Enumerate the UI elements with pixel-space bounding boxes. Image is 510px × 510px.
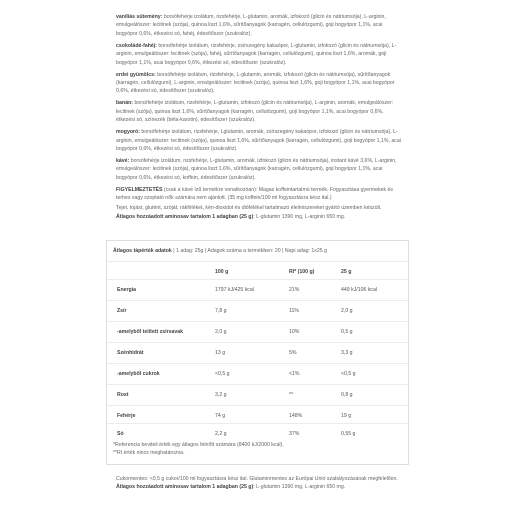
nutrient-name: Szénhidrát — [117, 350, 144, 356]
table-row — [107, 363, 408, 382]
nutrition-header-info: | 1 adag: 25g | Adagok száma a termékben: 20 | Napi adag: 1x25 g — [171, 248, 327, 254]
caffeine-warning — [116, 186, 402, 203]
reference-intake: 5% — [289, 350, 297, 356]
value-per-100g: <0,5 g — [215, 371, 230, 377]
value-per-25g: 2,0 g — [341, 308, 353, 314]
allergen-note: Tejet, tojást, glutént, szóját, rákféléket, kén-dioxidot és diófélékel tartalmazó élelmiszereket gyártó üzemben készült. — [116, 204, 382, 211]
warning-title: FIGYELMEZTETÉS — [116, 186, 163, 193]
flavor-name: kávé: — [116, 158, 130, 165]
column-header: RI* (100 g) — [289, 269, 315, 275]
nutrient-name: -amelyből telített zsírsavak — [117, 329, 184, 335]
nutrition-header-label: Átlagos tápérték adatok — [113, 248, 172, 254]
ingredients-section — [116, 13, 402, 223]
sugar-free-note: Cukormentes: <0,5 g cukor/100 ml fogyasztásra kész ital. Glutaminmentes az Európai Unió szabályozásának megfelelően. — [116, 476, 398, 482]
flavor-text: borsófehérje izolátum, rizsfehérje, zsírszegény kakaópor, L-glutamin, izfokozó (glicin és nátriumsója), L-arginin, emulgeálószer: lecitinek (szója), fahéj, sűrítőanyagok (karragén, cellulózgumi), quinoa liszt 1,6%, aromák, goji bogyópor 1,1%, acai bogyópor 0,6%, étkezési só, édesítőszer (szukralóz). — [116, 42, 397, 66]
amino-note — [116, 213, 402, 221]
bottom-amino-text: : L-glutamin 1390 mg, L-arginin 650 mg. — [253, 484, 346, 491]
nutrient-name: Fehérje — [117, 413, 136, 419]
nutrient-name: Zsír — [117, 308, 127, 314]
nutrient-name: Rost — [117, 392, 129, 398]
flavor-name: vaníliás sütemény: — [116, 14, 163, 20]
nutrient-name: Só — [117, 431, 124, 437]
reference-intake: 21% — [289, 287, 300, 293]
value-per-25g: 449 kJ/106 kcal — [341, 287, 378, 293]
flavor-text: borsófehérje izolátum, rizsfehérje, L-glutamin, aromák, izfokozó (glicin és nátriumsója), sűrítőanyagok (karragén, cellulózgumi), L-arginin, emulgeálószer: lecitinek (szója), quinoa liszt 1,6%, goji bogyópor 1,1%, acai bogyópor 0,6%, étkezési só, édesítőszer (szukralóz). — [116, 71, 395, 95]
value-per-25g: 0,8 g — [341, 392, 353, 398]
flavor-name: csokoládé-fahéj: — [116, 42, 157, 49]
reference-intake: 11% — [289, 308, 299, 314]
table-footnotes — [113, 441, 284, 457]
reference-intake: 148% — [289, 413, 303, 419]
value-per-100g: 1797 kJ/425 kcal — [215, 287, 254, 293]
table-row — [107, 405, 408, 424]
reference-intake: ** — [289, 392, 294, 398]
bottom-notes — [116, 475, 402, 492]
reference-intake: 10% — [289, 329, 300, 335]
flavor-ingredients — [116, 71, 402, 96]
nutrition-table-header — [113, 248, 327, 254]
table-row — [107, 384, 408, 403]
flavor-text: borsófehérje izolátum, rizsfehérje, L-glutamin, aromák, izfokozó (glicin és nátriumsója), L-arginin, emulgeálószer: lecitinek (szója), quinoa liszt 1,6%, sűrítőanyagok (karragén, cellulózgumi), goji bogyópor 1,1%, acai bogyópor 0,6%, étkezési só, fahéj, édesítőszer (szukralóz). — [116, 14, 386, 37]
bottom-amino-note — [116, 483, 402, 491]
flavor-text: borsófehérje izolátum, rizsfehérje, L-glutamin, izfokozó (glicin és nátriumsója), L-arginin, aromák, emulgeálószer: lecitinek (szója), quinoa liszt 1,6%, sűrítőanyagok (karragén, cellulózgumi), goji bogyópor 1,1%, acai bogyópor 0,6%, étkezési só, színezék (béta-karotin), édesítőszer (szukralóz). — [116, 100, 394, 124]
flavor-name: mogyoró: — [116, 129, 140, 136]
flavor-ingredients — [116, 13, 402, 38]
nutrition-table — [106, 240, 409, 465]
value-per-100g: 74 g — [215, 413, 226, 419]
value-per-100g: 3,2 g — [215, 392, 227, 398]
nutrient-name: Energia — [117, 287, 137, 293]
flavor-ingredients — [116, 42, 402, 67]
warning-text: (csak a kávé ízű termékre vonatkozóan): Magas koffeintartalmú termék. Fogyasztása gyermekek és terhes vagy szoptató nők számára nem ajánlott. (35 mg koffein/100 ml fogyasztásra kész ital.) — [116, 186, 393, 202]
table-row — [107, 279, 408, 298]
table-row — [107, 321, 408, 340]
column-header: 100 g — [215, 269, 229, 275]
value-per-25g: 19 g — [341, 413, 352, 419]
nutrient-name: -amelyből cukrok — [117, 371, 160, 377]
column-header: 25 g — [341, 269, 352, 275]
flavor-ingredients — [116, 157, 402, 182]
amino-note-text: : L-glutamin 1390 mg, L-arginin 650 mg. — [253, 214, 346, 221]
flavor-ingredients — [116, 128, 402, 153]
value-per-100g: 13 g — [215, 350, 226, 356]
flavor-text: borsófehérje izolátum, rizsfehérje, Lglutamin, aromák, zsírszegény kakaópor, izfokozó (glicin és nátriumsója), L-arginin, emulgeálószer: lecitinek (szója), quinoa liszt 1,6%, sűrítőanyagok (karragén, cellulózgumi), goji bogyópor 1,1%, acai bogyópor 0,6%, étkezési só, édesítőszer (szukralóz). — [116, 129, 401, 153]
table-row — [107, 423, 408, 442]
value-per-25g: 0,55 g — [341, 431, 356, 437]
table-row — [107, 300, 408, 319]
value-per-100g: 2,0 g — [215, 329, 227, 335]
flavor-ingredients — [116, 99, 402, 124]
table-header-row — [107, 261, 408, 280]
footnote: **RI érték nincs meghatározva. — [113, 450, 185, 456]
table-row — [107, 342, 408, 361]
flavor-name: erdei gyümölcs: — [116, 71, 156, 78]
value-per-25g: 0,5 g — [341, 329, 353, 335]
flavor-text: borsófehérje izolátum, rizsfehérje, L-glutamin, aromák, izfokozó (glicin és nátriumsója), instant kávé 3,6%, L-arginin, emulgeálószer: lecitinek (szója), quinoa liszt 1,6%, sűrítőanyagok (karragén, cellulózgumi), goji bogyópor 1,1%, acai bogyópor 0,6%, étkezési só, koffein, édesítőszer (szukralóz). — [116, 158, 397, 181]
value-per-100g: 7,8 g — [215, 308, 227, 314]
value-per-25g: 3,3 g — [341, 350, 353, 356]
bottom-amino-label: Átlagos hozzáadott aminosav tartalom 1 adagban (25 g) — [116, 484, 254, 491]
value-per-25g: <0,5 g — [341, 371, 356, 377]
reference-intake: 37% — [289, 431, 300, 437]
value-per-100g: 2,2 g — [215, 431, 227, 437]
reference-intake: <1% — [289, 371, 300, 377]
footnote: *Referencia beviteli érték egy átlagos felnőtt számára (8400 kJ/2000 kcal). — [113, 442, 284, 448]
amino-note-label: Átlagos hozzáadott aminosav tartalom 1 adagban (25 g) — [116, 214, 254, 221]
flavor-name: banán: — [116, 100, 134, 107]
